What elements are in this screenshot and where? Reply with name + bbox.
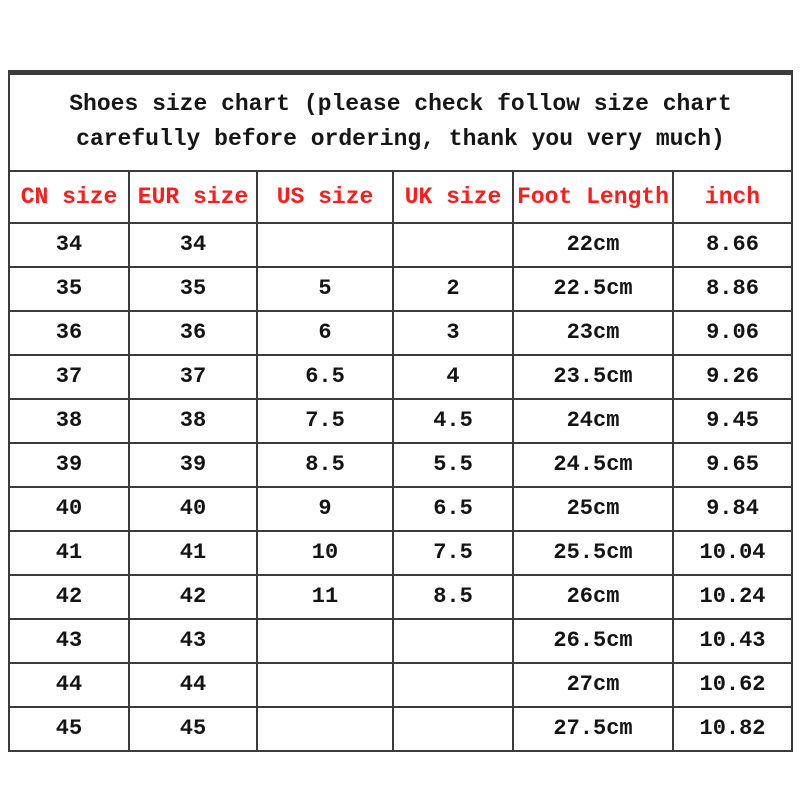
cell-us-size: 9 — [257, 487, 393, 531]
table-body — [9, 223, 792, 751]
table-row — [9, 707, 792, 751]
cell-eur-size: 43 — [129, 619, 257, 663]
cell-eur-size: 36 — [129, 311, 257, 355]
table-row — [9, 355, 792, 399]
header-row — [9, 171, 792, 223]
table-title — [9, 73, 792, 171]
cell-uk-size: 8.5 — [393, 575, 513, 619]
cell-cn-size: 45 — [9, 707, 129, 751]
cell-cn-size: 36 — [9, 311, 129, 355]
cell-us-size — [257, 707, 393, 751]
cell-inch: 8.86 — [673, 267, 792, 311]
cell-eur-size: 35 — [129, 267, 257, 311]
cell-inch: 9.06 — [673, 311, 792, 355]
cell-cn-size: 34 — [9, 223, 129, 267]
shoe-size-table — [8, 70, 793, 752]
title-row — [9, 73, 792, 171]
cell-uk-size: 7.5 — [393, 531, 513, 575]
cell-foot-length: 27cm — [513, 663, 673, 707]
cell-cn-size: 39 — [9, 443, 129, 487]
cell-cn-size: 42 — [9, 575, 129, 619]
cell-inch: 9.26 — [673, 355, 792, 399]
column-header-cn-size: CN size — [9, 171, 129, 223]
cell-uk-size — [393, 619, 513, 663]
cell-inch: 10.43 — [673, 619, 792, 663]
cell-foot-length: 27.5cm — [513, 707, 673, 751]
cell-uk-size — [393, 223, 513, 267]
cell-eur-size: 44 — [129, 663, 257, 707]
cell-us-size — [257, 663, 393, 707]
table-row — [9, 267, 792, 311]
cell-foot-length: 24cm — [513, 399, 673, 443]
table-row — [9, 487, 792, 531]
cell-cn-size: 43 — [9, 619, 129, 663]
cell-uk-size: 4.5 — [393, 399, 513, 443]
cell-us-size — [257, 619, 393, 663]
cell-cn-size: 37 — [9, 355, 129, 399]
cell-eur-size: 39 — [129, 443, 257, 487]
column-header-foot-length: Foot Length — [513, 171, 673, 223]
cell-us-size: 7.5 — [257, 399, 393, 443]
cell-eur-size: 45 — [129, 707, 257, 751]
table-row — [9, 311, 792, 355]
cell-foot-length: 25cm — [513, 487, 673, 531]
cell-foot-length: 25.5cm — [513, 531, 673, 575]
cell-us-size: 6.5 — [257, 355, 393, 399]
cell-inch: 9.84 — [673, 487, 792, 531]
cell-foot-length: 22.5cm — [513, 267, 673, 311]
cell-cn-size: 41 — [9, 531, 129, 575]
cell-inch: 9.65 — [673, 443, 792, 487]
cell-cn-size: 38 — [9, 399, 129, 443]
cell-foot-length: 24.5cm — [513, 443, 673, 487]
cell-foot-length: 26.5cm — [513, 619, 673, 663]
cell-eur-size: 42 — [129, 575, 257, 619]
table-row — [9, 531, 792, 575]
cell-us-size: 10 — [257, 531, 393, 575]
cell-uk-size: 2 — [393, 267, 513, 311]
cell-us-size: 6 — [257, 311, 393, 355]
column-header-inch: inch — [673, 171, 792, 223]
cell-inch: 10.62 — [673, 663, 792, 707]
cell-us-size: 8.5 — [257, 443, 393, 487]
column-header-eur-size: EUR size — [129, 171, 257, 223]
cell-inch: 9.45 — [673, 399, 792, 443]
cell-uk-size — [393, 663, 513, 707]
table-row — [9, 575, 792, 619]
column-header-uk-size: UK size — [393, 171, 513, 223]
cell-uk-size — [393, 707, 513, 751]
table-row — [9, 663, 792, 707]
cell-cn-size: 40 — [9, 487, 129, 531]
cell-eur-size: 38 — [129, 399, 257, 443]
title-line-2: carefully before ordering, thank you very much) — [76, 126, 725, 153]
cell-eur-size: 34 — [129, 223, 257, 267]
cell-inch: 8.66 — [673, 223, 792, 267]
column-header-us-size: US size — [257, 171, 393, 223]
cell-inch: 10.82 — [673, 707, 792, 751]
cell-us-size: 11 — [257, 575, 393, 619]
cell-uk-size: 4 — [393, 355, 513, 399]
cell-inch: 10.24 — [673, 575, 792, 619]
table-row — [9, 399, 792, 443]
cell-us-size: 5 — [257, 267, 393, 311]
cell-foot-length: 23cm — [513, 311, 673, 355]
cell-uk-size: 5.5 — [393, 443, 513, 487]
title-line-1: Shoes size chart (please check follow size chart — [69, 91, 732, 118]
cell-foot-length: 26cm — [513, 575, 673, 619]
cell-eur-size: 40 — [129, 487, 257, 531]
table-row — [9, 443, 792, 487]
cell-cn-size: 35 — [9, 267, 129, 311]
table-row — [9, 619, 792, 663]
table-row — [9, 223, 792, 267]
cell-eur-size: 37 — [129, 355, 257, 399]
cell-uk-size: 6.5 — [393, 487, 513, 531]
cell-inch: 10.04 — [673, 531, 792, 575]
cell-uk-size: 3 — [393, 311, 513, 355]
cell-foot-length: 22cm — [513, 223, 673, 267]
cell-us-size — [257, 223, 393, 267]
cell-foot-length: 23.5cm — [513, 355, 673, 399]
cell-eur-size: 41 — [129, 531, 257, 575]
cell-cn-size: 44 — [9, 663, 129, 707]
